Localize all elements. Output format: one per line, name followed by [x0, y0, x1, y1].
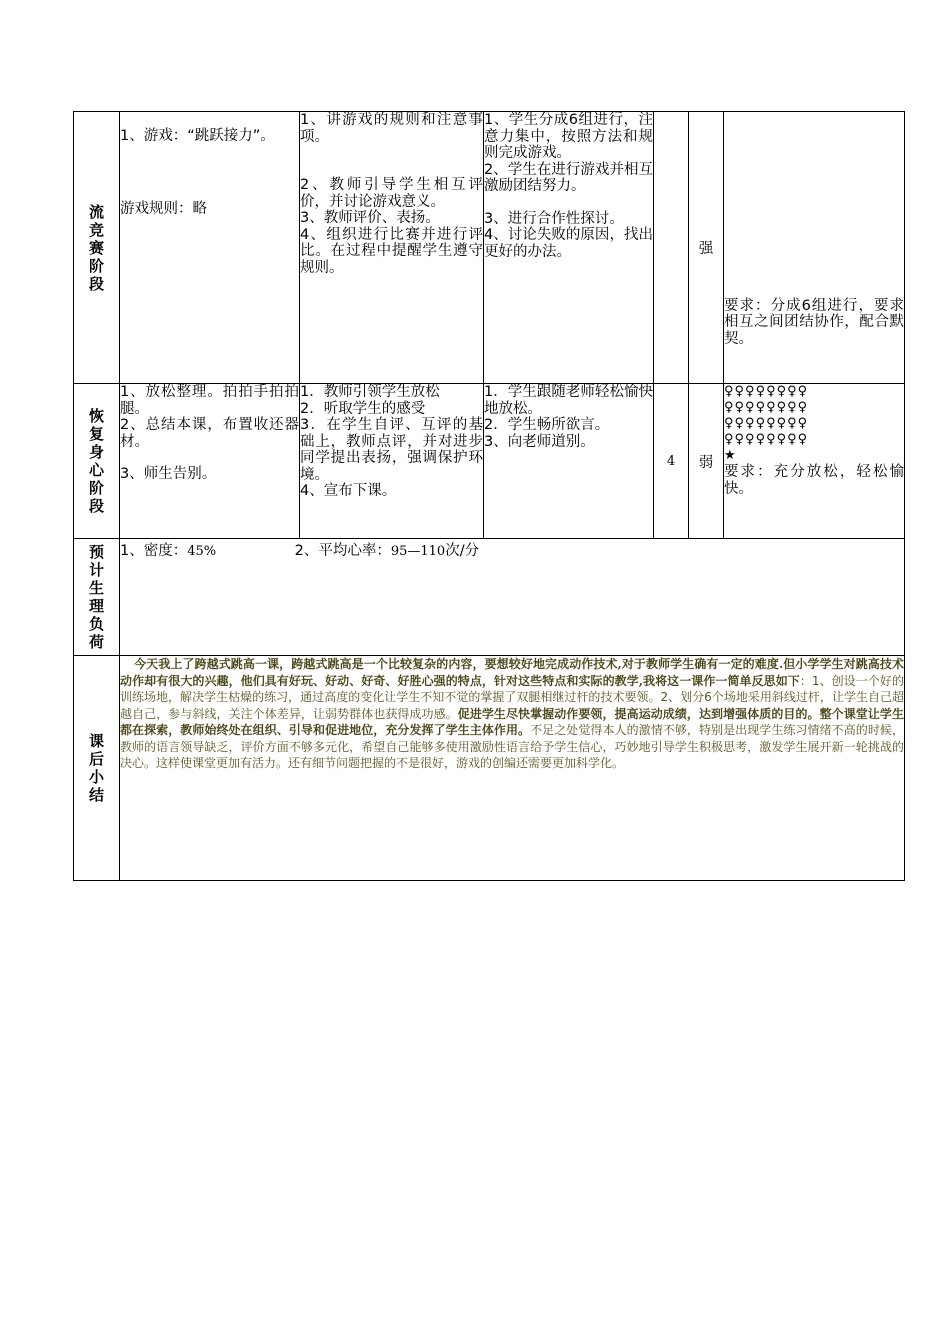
student-line: 4、讨论失败的原因，找出更好的办法。 [484, 227, 653, 260]
stage-label: 预计生理负荷 [88, 543, 104, 651]
org-line: 要求：分成6组进行，要求相互之间团结协作，配合默契。 [724, 297, 904, 347]
lesson-plan-table [73, 111, 905, 881]
student-activity-cell [484, 112, 654, 384]
heart-rate-label: 2、平均心率： [294, 543, 391, 559]
intensity-cell [689, 112, 724, 384]
student-line: 3、向老师道别。 [484, 433, 595, 450]
content-line: 2、总结本课，布置收还器材。 [120, 417, 299, 450]
intensity-cell [689, 384, 724, 539]
teacher-star-icon: ★ [724, 448, 737, 463]
density-value: 45% [187, 544, 217, 559]
summary-row [74, 656, 905, 881]
teacher-line: 3、教师评价、表扬。 [300, 210, 440, 226]
density-group [120, 539, 290, 560]
teacher-line: 2、教师引导学生相互评价，并讨论游戏意义。 [300, 177, 483, 210]
teacher-line: 4、宣布下课。 [300, 483, 397, 499]
times-cell [654, 112, 689, 384]
teacher-activity-cell [300, 384, 484, 539]
organization-cell [724, 112, 905, 384]
student-line: 3、进行合作性探讨。 [484, 210, 624, 227]
student-line: 1、学生分成6组进行，注意力集中，按照方法和规则完成游戏。 [484, 112, 653, 161]
stage-label: 流竞赛阶段 [88, 202, 104, 293]
student-line: 2、学生在进行游戏并相互激励团结努力。 [484, 161, 653, 194]
teacher-line: 3．在学生自评、互评的基础上，教师点评，并对进步同学提出表扬，强调保护环境。 [300, 417, 483, 483]
heart-rate-unit: 次/分 [445, 543, 480, 559]
content-cell [120, 112, 300, 384]
content-cell [120, 384, 300, 539]
intensity-value: 弱 [698, 454, 714, 471]
summary-text-cell [120, 656, 905, 881]
content-line: 游戏规则：略 [120, 200, 207, 217]
times-value: 4 [666, 453, 676, 469]
times-cell [654, 384, 689, 539]
content-line: 1、游戏：“跳跃接力”。 [120, 128, 275, 144]
content-line: 3、师生告别。 [120, 466, 217, 482]
formation-row: ♀♀♀♀♀♀♀♀ [724, 432, 809, 447]
organization-cell [724, 384, 905, 539]
stage-label: 恢复身心阶段 [88, 407, 104, 515]
stage-cell [74, 539, 120, 656]
formation-row: ♀♀♀♀♀♀♀♀ [724, 416, 809, 431]
density-label: 1、密度： [120, 543, 188, 559]
load-values-cell [120, 539, 905, 656]
heart-rate-value: 95—110 [390, 544, 446, 559]
teacher-activity-cell [300, 112, 484, 384]
student-line: 1．学生跟随老师轻松愉快地放松。 [484, 384, 653, 417]
recovery-stage-row [74, 384, 905, 539]
heart-rate-group [295, 539, 479, 560]
stage-label: 课后小结 [88, 732, 104, 804]
intensity-value: 强 [698, 241, 714, 257]
org-line: 要求：充分放松，轻松愉快。 [724, 464, 904, 497]
teacher-line: 1．教师引领学生放松 [300, 384, 440, 400]
formation-diagram [724, 384, 904, 464]
teacher-line: 2．听取学生的感受 [300, 400, 426, 417]
stage-cell [74, 112, 120, 384]
stage-cell [74, 384, 120, 539]
student-activity-cell [484, 384, 654, 539]
formation-row: ♀♀♀♀♀♀♀♀ [724, 384, 809, 399]
teacher-line: 1、讲游戏的规则和注意事项。 [300, 112, 483, 145]
student-line: 2．学生畅所欲言。 [484, 417, 610, 433]
summary-text-2: 不足之处觉得本人的激情不够，特别是出现学生练习情绪不高的时候，教师的语言领导缺乏，评价方面不够多元化，希望自己能够多使用激励性语言给予学生信心，巧妙地引导学生积极思考，激发学生展开新一轮挑战的决心。这样使课堂更加有活力。还有细节问题把握的不是很好，游戏的创编还需要更加科学化。 [120, 723, 904, 770]
competition-stage-row [74, 112, 905, 384]
summary-text-1: ：1、创设一个好的训练场地，解决学生枯燥的练习，通过高度的变化让学生不知不觉的掌握了双腿相继过杆的技术要领。2、划分6个场地采用斜线过杆，让学生自己超越自己，参与斜线，关注个体差异，让弱势群体也获得成功感。 [120, 673, 904, 721]
content-line: 1、放松整理。拍拍手拍拍腿。 [120, 384, 299, 417]
teacher-line: 4、组织进行比赛并进行评比。在过程中提醒学生遵守规则。 [300, 226, 483, 276]
summary-bold-1: 今天我上了跨越式跳高一课，跨越式跳高是一个比较复杂的内容，要想较好地完成动作技术,对于教师学生确有一定的难度.但小学学生对跳高技术动作却有很大的兴趣，他们具有好玩、好动、好奇、好胜心强的特点，针对这些特点和实际的教学,我将这一课作一简单反思如下 [120, 657, 904, 688]
formation-row: ♀♀♀♀♀♀♀♀ [724, 400, 809, 415]
physiological-load-row [74, 539, 905, 656]
summary-bold-2: 促进学生尽快掌握动作要领，提高运动成绩，达到增强体质的目的。整个课堂让学生都在探索，教师始终处在组织、引导和促进地位，充分发挥了学生主体作用。 [120, 706, 904, 737]
stage-cell [74, 656, 120, 881]
